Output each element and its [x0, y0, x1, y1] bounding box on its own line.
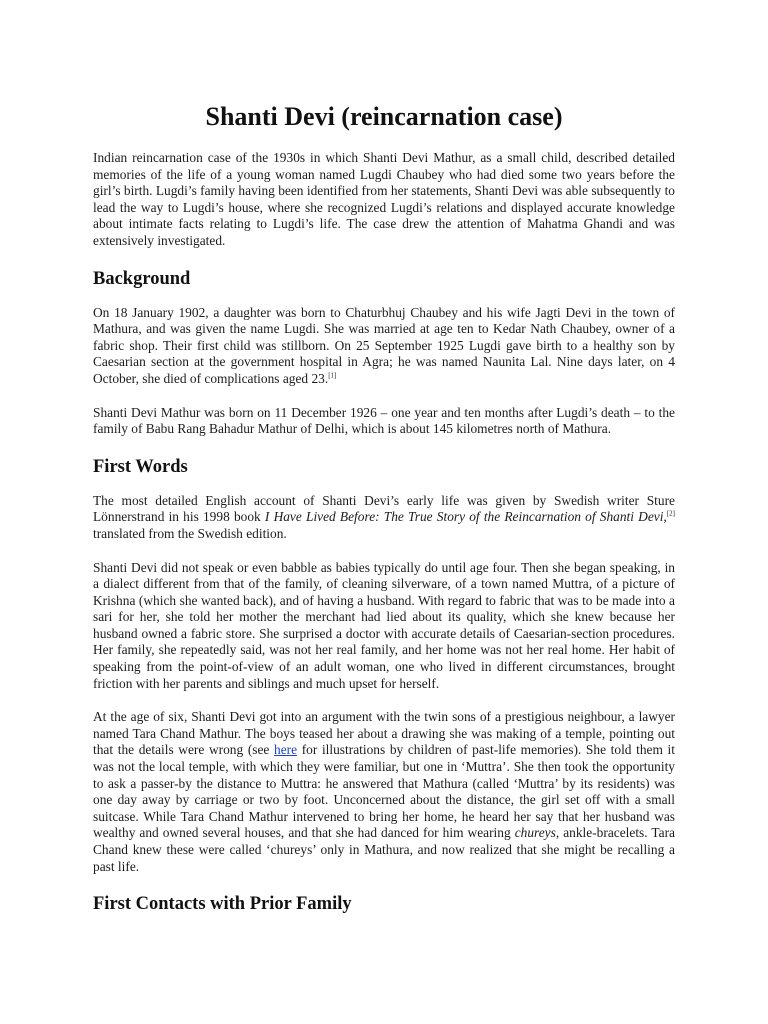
first-words-paragraph-2: Shanti Devi did not speak or even babble as babies typically do until age four. Then she began speaking, in a dialect different from that of the family, of cleaning silverware, of a town named Muttra, of a picture of Krishna (which she wanted back), and of having a husband. With regard to fabric that was to be made into a sari for her, she told her mother the merchant had lied about its quality, which she knew because her husband owned a fabric store. She surprised a doctor with accurate details of Caesarian-section procedures. Her family, she repeatedly said, was not her real family, and her home was not her real home. Her habit of speaking from the point-of-view of an adult woman, one who lived in different circumstances, brought friction with her parents and siblings and much upset for herself.	[93, 559, 675, 691]
section-heading-background: Background	[93, 268, 191, 289]
chureys-term: chureys	[514, 825, 556, 841]
background-paragraph-1-text: On 18 January 1902, a daughter was born to Chaturbhuj Chaubey and his wife Jagti Devi in the town of Mathura, and was given the name Lugdi. She was married at age ten to Kedar Nath Chaubey, owner of a fabric shop. Their first child was stillborn. On 25 September 1925 Lugdi gave birth to a healthy son by Caesarian section at the government hospital in Agra; he was named Naunita Lal. Nine days later, on 4 October, she died of complications aged 23.	[93, 304, 675, 386]
first-words-p1-tail: translated from the Swedish edition.	[93, 525, 287, 541]
citation-1[interactable]: [1]	[328, 371, 337, 380]
document-page	[93, 100, 675, 930]
section-heading-first-words: First Words	[93, 456, 188, 477]
first-words-p1-text: The most detailed English account of Shanti Devi’s early life was given by Swedish writer Sture Lönnerstrand in his 1998 book	[93, 492, 675, 525]
background-paragraph-1	[93, 305, 675, 388]
book-title-comma: ,	[663, 509, 667, 525]
book-title: I Have Lived Before: The True Story of the Reincarnation of Shanti Devi	[264, 509, 664, 525]
section-heading-first-contacts: First Contacts with Prior Family	[93, 894, 352, 915]
intro-paragraph: Indian reincarnation case of the 1930s in which Shanti Devi Mathur, as a small child, described detailed memories of the life of a young woman named Lugdi Chaubey who had died some two years before the girl’s birth. Lugdi’s family having been identified from her statements, Shanti Devi was able subsequently to lead the way to Lugdi’s house, where she recognized Lugdi’s relations and displayed accurate knowledge about intimate facts relating to Lugdi’s life. The case drew the attention of Mahatma Ghandi and was extensively investigated.	[93, 150, 676, 248]
here-link[interactable]: here	[274, 742, 298, 758]
first-words-p3-tail: , ankle-bracelets. Tara Chand knew these were called ‘chureys’ only in Mathura, and now realized that she might be recalling a past life.	[93, 825, 675, 874]
page-title: Shanti Devi (reincarnation case)	[205, 102, 563, 131]
first-words-p3-middle: for illustrations by children of past-life memories). She told them it was not the local temple, with which they were familiar, but one in ‘Muttra’. She then took the opportunity to ask a passer-by the distance to Muttra: he answered that Mathura (called ‘Muttra’ by its residents) was one day away by carriage or two by foot. Unconcerned about the distance, the girl set off with a small suitcase. While Tara Chand Mathur intervened to bring her home, he heard her say that her husband was wealthy and owned several houses, and that she had danced for him wearing	[93, 742, 675, 841]
first-words-paragraph-3	[93, 709, 675, 875]
citation-2[interactable]: [2]	[666, 509, 675, 518]
background-paragraph-2: Shanti Devi Mathur was born on 11 December 1926 – one year and ten months after Lugdi’s death – to the family of Babu Rang Bahadur Mathur of Delhi, which is about 145 kilometres north of Mathura.	[93, 404, 675, 437]
first-words-paragraph-1	[93, 493, 675, 543]
first-words-p3-text: At the age of six, Shanti Devi got into an argument with the twin sons of a prestigious neighbour, a lawyer named Tara Chand Mathur. The boys teased her about a drawing she was making of a temple, pointing out that the details were wrong (see	[93, 709, 675, 758]
